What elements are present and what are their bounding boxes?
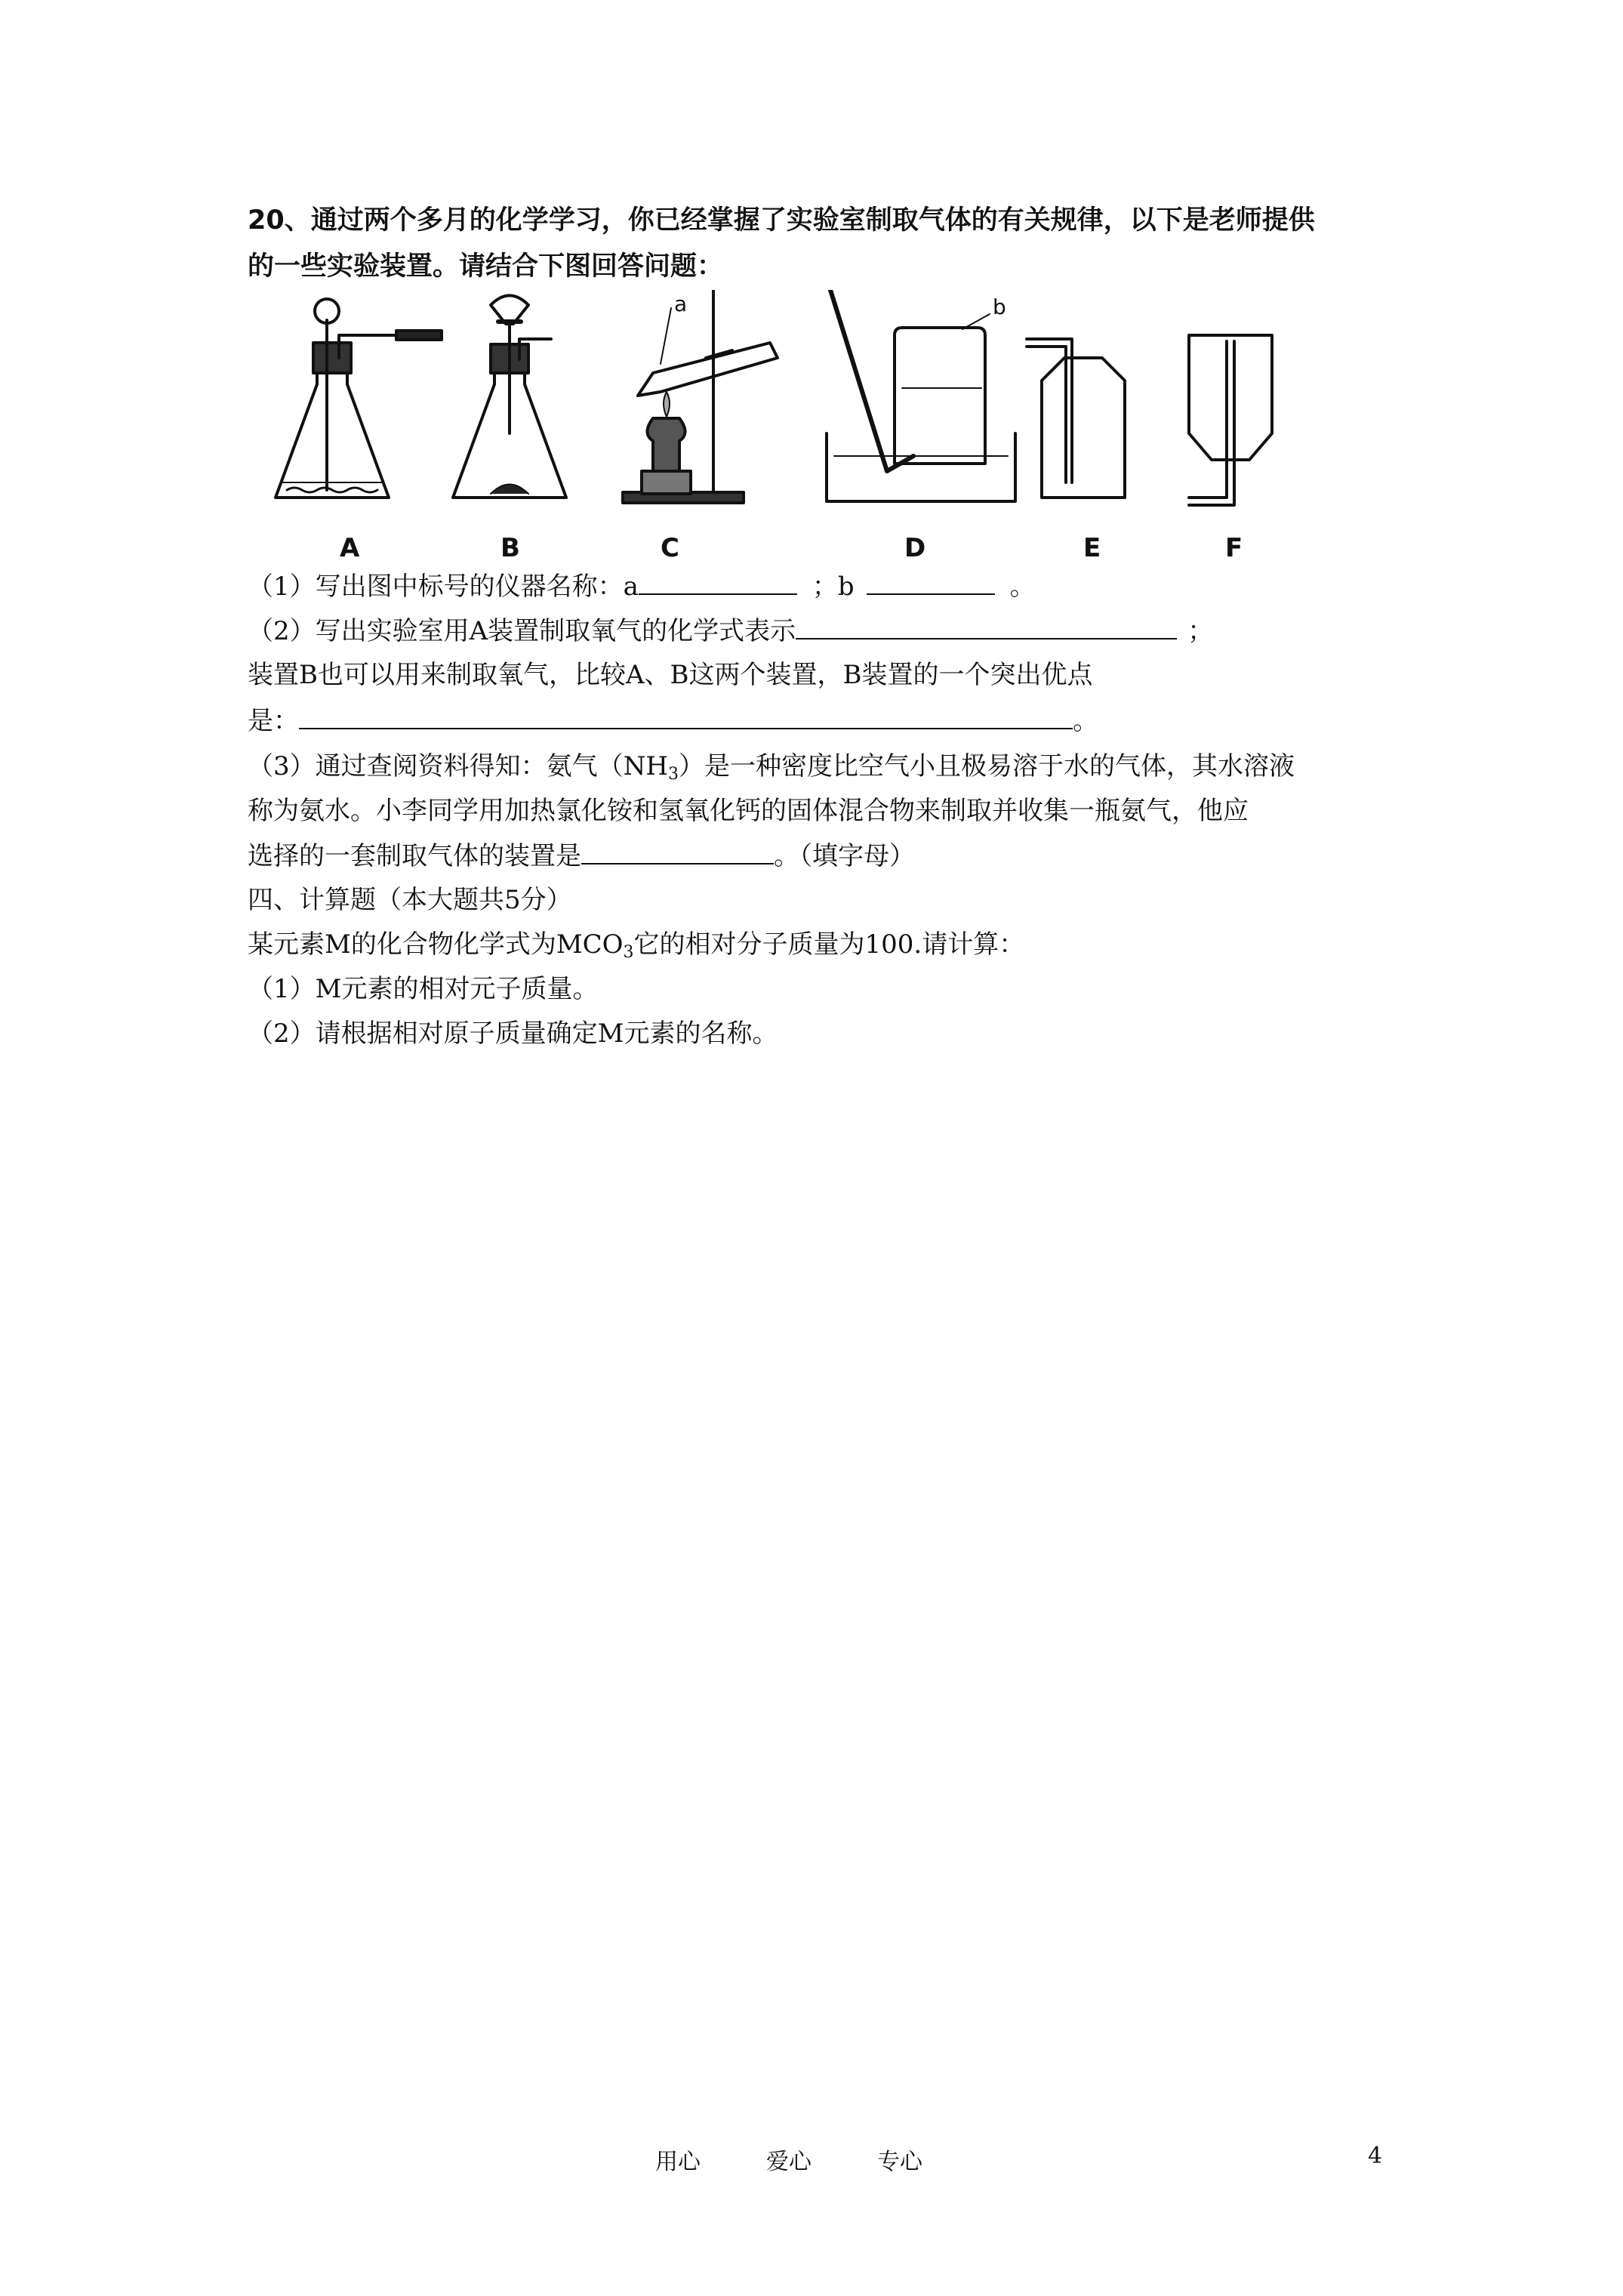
apparatus-e-gas-bottle [1027,339,1125,498]
part-2-line-3 [248,705,1098,736]
footer-motto-3: 专心 [877,2149,922,2175]
part-3-line-3 [248,840,915,871]
apparatus-b-flask-with-separatory-funnel [453,296,566,498]
answer-blank-a[interactable] [639,571,797,595]
section-4-stem [248,929,1024,960]
part-1-separator: ；b [812,572,855,602]
section-4-heading: 四、计算题（本大题共5分） [248,885,572,915]
part-1-end: 。 [1009,572,1036,602]
apparatus-c-heated-test-tube [623,290,778,503]
section-4-question-2: （2）请根据相对原子质量确定M元素的名称。 [248,1019,778,1049]
part-2-line-1-end: ； [1187,616,1214,646]
apparatus-a-flask-with-funnel [276,299,442,498]
apparatus-d-water-trough [827,290,1015,501]
part-1-line [248,571,1036,602]
footer-motto-2: 爱心 [766,2149,812,2175]
apparatus-label-c: C [661,533,679,562]
part-2-line-3-end: 。 [1073,706,1098,736]
apparatus-figure [260,290,1302,562]
section-4-stem-b: 它的相对分子质量为100.请计算： [633,929,1025,960]
marker-b-label: b [993,294,1006,319]
footer-motto-1: 用心 [655,2149,701,2175]
nh3-subscript: 3 [668,765,679,784]
apparatus-f-inverted-bottle [1189,335,1272,505]
apparatus-label-d: D [904,533,926,562]
apparatus-label-e: E [1083,533,1101,562]
part-3-text-a: （3）通过查阅资料得知：氨气（NH [248,751,669,781]
part-3-line-3-end: 。（填字母） [774,841,915,871]
answer-blank-advantage[interactable] [299,705,1073,729]
question-intro-line-1: 20、通过两个多月的化学学习，你已经掌握了实验室制取气体的有关规律，以下是老师提供 [248,205,1315,236]
answer-blank-b[interactable] [867,571,995,595]
page-number: 4 [1368,2143,1383,2169]
section-4-question-1: （1）M元素的相对元子质量。 [248,974,599,1004]
part-2-line-1 [248,615,1213,646]
marker-a-label: a [674,291,688,316]
answer-blank-equation[interactable] [796,615,1177,639]
part-1-text: （1）写出图中标号的仪器名称：a [248,572,639,602]
part-3-line-2: 称为氨水。小李同学用加热氯化铵和氢氧化钙的固体混合物来制取并收集一瓶氨气，他应 [248,796,1249,826]
part-3-line-3-prefix: 选择的一套制取气体的装置是 [248,841,581,871]
section-4-stem-a: 某元素M的化合物化学式为MCO [248,929,624,960]
part-2-line-3-prefix: 是： [248,706,299,736]
part-3-line-1 [248,751,1295,784]
mco3-subscript: 3 [623,943,634,962]
apparatus-label-a: A [340,533,360,562]
question-intro-line-2: 的一些实验装置。请结合下图回答问题： [248,251,724,282]
part-2-line-2: 装置B也可以用来制取氧气，比较A、B这两个装置，B装置的一个突出优点 [248,660,1093,690]
part-2-text: （2）写出实验室用A装置制取氧气的化学式表示 [248,616,796,646]
part-3-text-b: ）是一种密度比空气小且极易溶于水的气体，其水溶液 [679,751,1295,781]
answer-blank-apparatus[interactable] [581,840,774,864]
apparatus-label-f: F [1225,533,1243,562]
apparatus-label-b: B [500,533,520,562]
